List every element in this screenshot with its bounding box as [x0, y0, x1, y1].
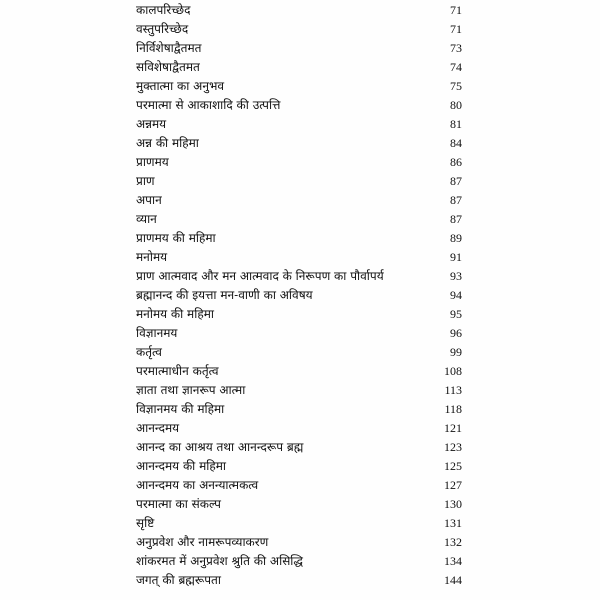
toc-entry-page: 121 — [444, 421, 462, 435]
toc-entry — [136, 419, 462, 438]
toc-entry — [136, 39, 462, 58]
toc-entry — [136, 552, 462, 571]
toc-entry-page: 86 — [450, 155, 462, 169]
toc-entry-title: विज्ञानमय — [136, 326, 178, 340]
toc-entry — [136, 153, 462, 172]
toc-entry-page: 118 — [444, 402, 462, 416]
toc-entry-title: सविशेषाद्वैतमत — [136, 60, 200, 74]
toc-entry — [136, 20, 462, 39]
toc-entry-title: व्यान — [136, 212, 157, 226]
toc-entry — [136, 248, 462, 267]
toc-entry — [136, 457, 462, 476]
toc-entry-page: 73 — [450, 41, 462, 55]
toc-entry-title: प्राण आत्मवाद और मन आत्मवाद के निरूपण का पौर्वापर्य — [136, 269, 384, 283]
toc-entry-title: आनन्दमय की महिमा — [136, 459, 227, 473]
toc-entry — [136, 191, 462, 210]
toc-entry-title: प्राण — [136, 174, 155, 188]
toc-entry-page: 131 — [444, 516, 462, 530]
toc-entry — [136, 267, 462, 286]
toc-entry-title: जगत् की ब्रह्मरूपता — [136, 573, 222, 587]
toc-entry — [136, 343, 462, 362]
toc-entry-title: ब्रह्मानन्द की इयत्ता मन-वाणी का अविषय — [136, 288, 313, 302]
toc-entry — [136, 58, 462, 77]
toc-entry — [136, 514, 462, 533]
toc-entry-title: अन्नमय — [136, 117, 167, 131]
toc-entry — [136, 324, 462, 343]
toc-entry-page: 132 — [444, 535, 462, 549]
toc-entry-page: 144 — [444, 573, 462, 587]
toc-entry — [136, 1, 462, 20]
toc-entry-title: प्राणमय की महिमा — [136, 231, 216, 245]
toc-entry — [136, 571, 462, 590]
toc-entry — [136, 305, 462, 324]
toc-entry — [136, 115, 462, 134]
toc-entry-page: 108 — [444, 364, 462, 378]
toc-entry-page: 99 — [450, 345, 462, 359]
toc-entry-title: शांकरमत में अनुप्रवेश श्रुति की असिद्धि — [136, 554, 303, 568]
toc-entry — [136, 476, 462, 495]
toc-entry-page: 127 — [444, 478, 462, 492]
toc-entry-title: मुक्तात्मा का अनुभव — [136, 79, 225, 93]
toc-entry-title: सृष्टि — [136, 516, 155, 530]
toc-entry-page: 125 — [444, 459, 462, 473]
toc-entry-page: 87 — [450, 193, 462, 207]
toc-entry-page: 74 — [450, 60, 462, 74]
toc-entry-page: 94 — [450, 288, 462, 302]
toc-entry-title: अपान — [136, 193, 162, 207]
toc-entry-title: आनन्दमय — [136, 421, 180, 435]
toc-entry-page: 93 — [450, 269, 462, 283]
toc-entry-title: वस्तुपरिच्छेद — [136, 22, 189, 36]
toc-entry-title: आनन्द का आश्रय तथा आनन्दरूप ब्रह्म — [136, 440, 304, 454]
toc-entry-page: 91 — [450, 250, 462, 264]
toc-entry-page: 81 — [450, 117, 462, 131]
toc-entry-page: 71 — [450, 3, 462, 17]
toc-entry — [136, 210, 462, 229]
toc-entry-page: 84 — [450, 136, 462, 150]
toc-entry-page: 130 — [444, 497, 462, 511]
toc-entry-title: मनोमय — [136, 250, 168, 264]
toc-entry — [136, 229, 462, 248]
toc-entry-title: मनोमय की महिमा — [136, 307, 214, 321]
toc-entry-title: परमात्मा का संकल्प — [136, 497, 221, 511]
toc-entry-page: 96 — [450, 326, 462, 340]
toc-entry-title: निर्विशेषाद्वैतमत — [136, 41, 202, 55]
toc-entry — [136, 77, 462, 96]
toc-entry — [136, 172, 462, 191]
toc-entry — [136, 495, 462, 514]
toc-entry-page: 75 — [450, 79, 462, 93]
toc-entry — [136, 381, 462, 400]
toc-entry-title: ज्ञाता तथा ज्ञानरूप आत्मा — [136, 383, 246, 397]
toc-entry — [136, 438, 462, 457]
toc-entry-page: 87 — [450, 212, 462, 226]
toc-entry-title: परमात्माधीन कर्तृत्व — [136, 364, 219, 378]
toc-entry-page: 123 — [444, 440, 462, 454]
toc-entry-title: प्राणमय — [136, 155, 169, 169]
toc-entry-page: 87 — [450, 174, 462, 188]
toc-entry — [136, 286, 462, 305]
toc-entry-page: 80 — [450, 98, 462, 112]
toc-entry-title: कालपरिच्छेद — [136, 3, 191, 17]
toc-entry — [136, 96, 462, 115]
toc-entry — [136, 362, 462, 381]
toc-entry — [136, 533, 462, 552]
toc-entry-page: 113 — [444, 383, 462, 397]
toc-entry-page: 134 — [444, 554, 462, 568]
toc-entry — [136, 134, 462, 153]
toc-entry — [136, 400, 462, 419]
toc-entry-title: आनन्दमय का अनन्यात्मकत्व — [136, 478, 259, 492]
toc-entry-title: अनुप्रवेश और नामरूपव्याकरण — [136, 535, 269, 549]
toc-entry-page: 89 — [450, 231, 462, 245]
toc-entry-page: 71 — [450, 22, 462, 36]
toc-entry-title: अन्न की महिमा — [136, 136, 199, 150]
toc-entry-page: 95 — [450, 307, 462, 321]
toc-entry-title: परमात्मा से आकाशादि की उत्पत्ति — [136, 98, 281, 112]
toc-entry-title: कर्तृत्व — [136, 345, 162, 359]
toc-entry-title: विज्ञानमय की महिमा — [136, 402, 225, 416]
